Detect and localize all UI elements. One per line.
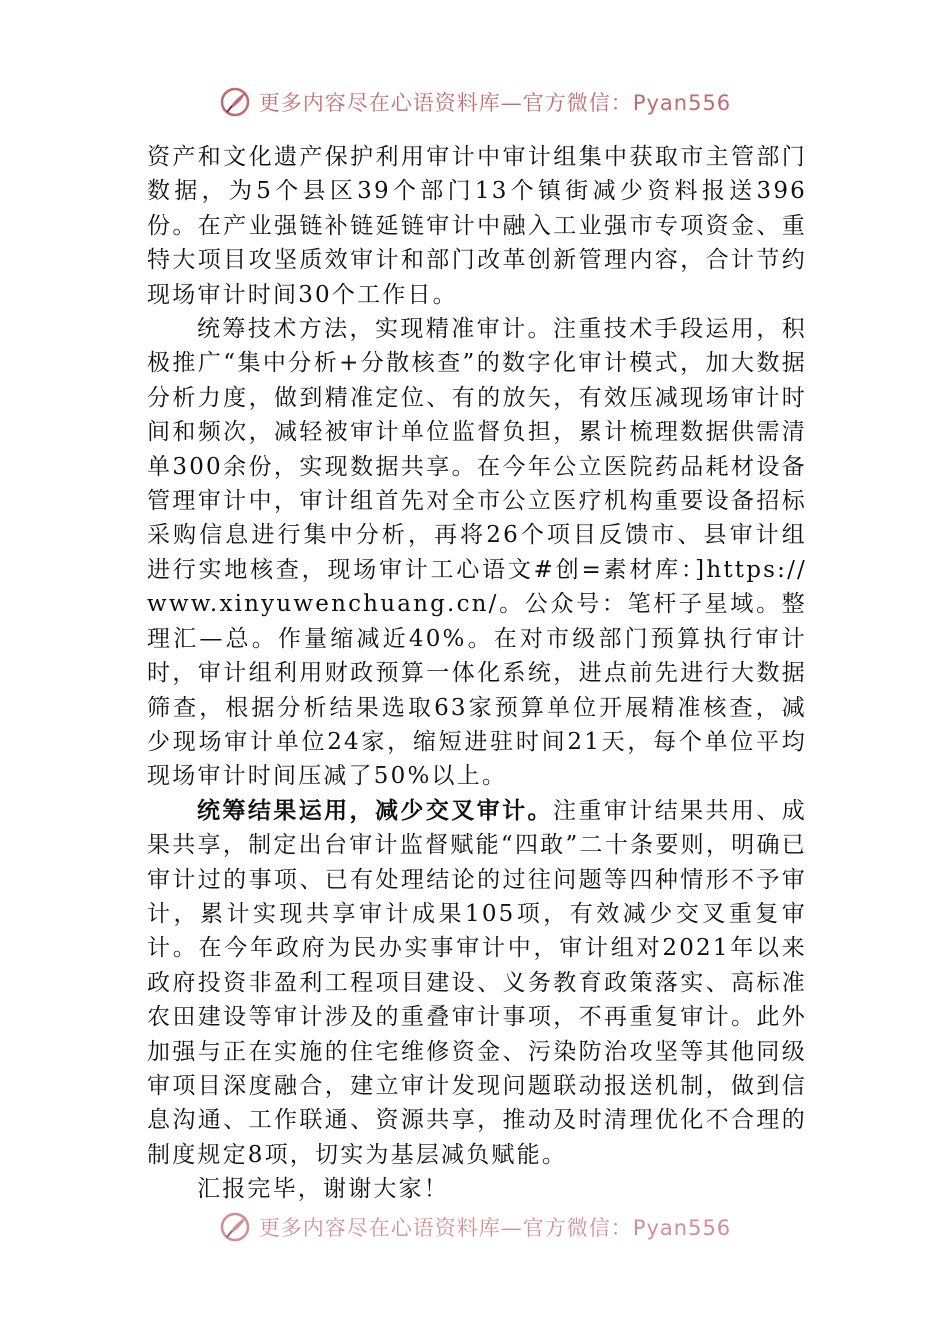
- feather-pen-icon: [219, 86, 251, 118]
- paragraph-continuation: 资产和文化遗产保护利用审计中审计组集中获取市主管部门数据，为5个县区39个部门13个镇街减少资料报送396份。在产业强链补链延链审计中融入工业强市专项资金、重特大项目攻坚质效审计和部门改革创新管理内容，合计节约现场审计时间30个工作日。: [147, 144, 807, 308]
- document-body: [147, 140, 807, 1207]
- feather-pen-icon: [219, 1211, 251, 1243]
- watermark-banner-top: [0, 82, 950, 122]
- paragraph-technical-methods: 统筹技术方法，实现精准审计。注重技术手段运用，积极推广“集中分析+分散核查”的数字化审计模式，加大数据分析力度，做到精准定位、有的放矢，有效压减现场审计时间和频次，减轻被审计单位监督负担，累计梳理数据供需清单300余份，实现数据共享。在今年公立医院药品耗材设备管理审计中，审计组首先对全市公立医疗机构重要设备招标采购信息进行集中分析，再将26个项目反馈市、县审计组进行实地核查，现场审计工心语文#创=素材库：]https://www.xinyuwenchuang.cn/。公众号：笔杆子星域。整理汇—总。作量缩减近40%。在对市级部门预算执行审计时，审计组利用财政预算一体化系统，进点前先进行大数据筛查，根据分析结果选取63家预算单位开展精准核查，减少现场审计单位24家，缩短进驻时间21天，每个单位平均现场审计时间压减了50%以上。: [147, 316, 807, 790]
- paragraph-lead-heading: 统筹结果运用，减少交叉审计。: [197, 796, 553, 824]
- paragraph-results-usage: 统筹结果运用，减少交叉审计。注重审计结果共用、成果共享，制定出台审计监督赋能“四敢”二十条要则，明确已审计过的事项、已有处理结论的过往问题等四种情形不予审计，累计实现共享审计成果105项，有效减少交叉重复审计。在今年政府为民办实事审计中，审计组对2021年以来政府投资非盈利工程项目建设、义务教育政策落实、高标准农田建设等审计涉及的重叠审计事项，不再重复审计。此外加强与正在实施的住宅维修资金、污染防治攻坚等其他同级审项目深度融合，建立审计发现问题联动报送机制，做到信息沟通、工作联通、资源共享，推动及时清理优化不合理的制度规定8项，切实为基层减负赋能。: [147, 796, 807, 1168]
- closing-line: 汇报完毕，谢谢大家！: [197, 1176, 449, 1203]
- watermark-text: 更多内容尽在心语资料库—官方微信：Pyan556: [258, 91, 732, 115]
- watermark-text: 更多内容尽在心语资料库—官方微信：Pyan556: [258, 1216, 732, 1240]
- watermark-banner-bottom: [0, 1207, 950, 1247]
